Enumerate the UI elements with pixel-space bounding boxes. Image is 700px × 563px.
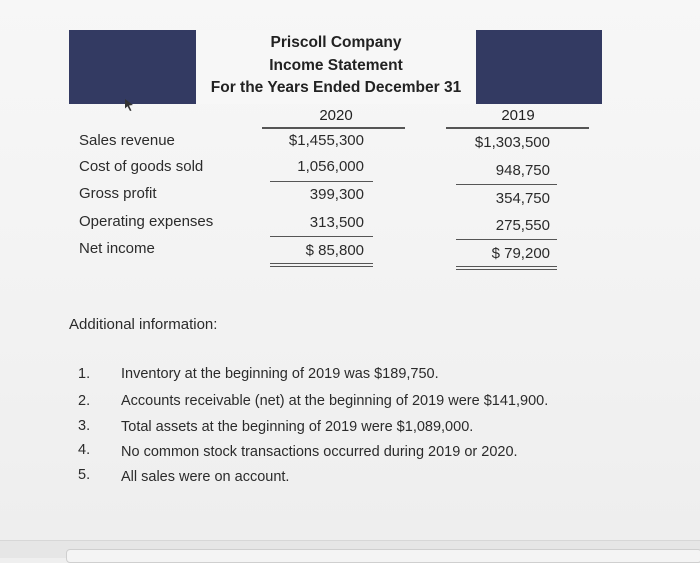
list-item-number: 3.: [78, 418, 91, 434]
value-2020-operating-expenses: 313,500: [309, 214, 364, 231]
value-2020-net-income: $ 85,800: [305, 242, 364, 259]
year-2019-underline: [446, 127, 589, 129]
row-label-cogs: Cost of goods sold: [79, 158, 204, 175]
list-item-text: All sales were on account.: [121, 469, 290, 485]
year-2019-header: 2019: [501, 107, 535, 124]
value-2020-gross-profit: 399,300: [309, 186, 364, 203]
rule-2019-cogs: [456, 184, 557, 185]
value-2019-cogs: 948,750: [495, 162, 550, 179]
rule-2020-cogs: [270, 181, 373, 182]
list-item-text: Accounts receivable (net) at the beginning of 2019 were $141,900.: [121, 393, 549, 409]
list-item-number: 2.: [78, 393, 91, 409]
row-label-gross-profit: Gross profit: [79, 185, 157, 202]
double-rule-2019-b: [456, 269, 557, 270]
double-rule-2020-a: [270, 263, 373, 264]
list-item-text: No common stock transactions occurred during 2019 or 2020.: [121, 444, 518, 460]
double-rule-2019-a: [456, 266, 557, 267]
value-2019-sales-revenue: $1,303,500: [474, 134, 550, 151]
list-item-number: 5.: [78, 467, 91, 483]
row-label-sales-revenue: Sales revenue: [79, 132, 175, 149]
value-2020-sales-revenue: $1,455,300: [288, 132, 364, 149]
list-item-number: 1.: [78, 366, 91, 382]
value-2019-operating-expenses: 275,550: [495, 217, 550, 234]
year-2020-underline: [262, 127, 405, 129]
cursor-icon: [122, 98, 136, 112]
row-label-operating-expenses: Operating expenses: [79, 213, 214, 230]
rule-2019-opex: [456, 239, 557, 240]
additional-info-heading: Additional information:: [69, 316, 218, 333]
company-name: Priscoll Company: [270, 34, 402, 51]
value-2019-gross-profit: 354,750: [495, 190, 550, 207]
rule-2020-opex: [270, 236, 373, 237]
list-item-number: 4.: [78, 442, 91, 458]
statement-title: Income Statement: [269, 57, 403, 74]
value-2019-net-income: $ 79,200: [491, 245, 550, 262]
value-2020-cogs: 1,056,000: [297, 158, 364, 175]
year-2020-header: 2020: [319, 107, 353, 124]
statement-period: For the Years Ended December 31: [210, 79, 462, 96]
list-item-text: Total assets at the beginning of 2019 were $1,089,000.: [121, 419, 474, 435]
next-panel-edge: [66, 549, 700, 563]
list-item-text: Inventory at the beginning of 2019 was $189,750.: [121, 366, 439, 382]
double-rule-2020-b: [270, 266, 373, 267]
row-label-net-income: Net income: [79, 240, 155, 257]
